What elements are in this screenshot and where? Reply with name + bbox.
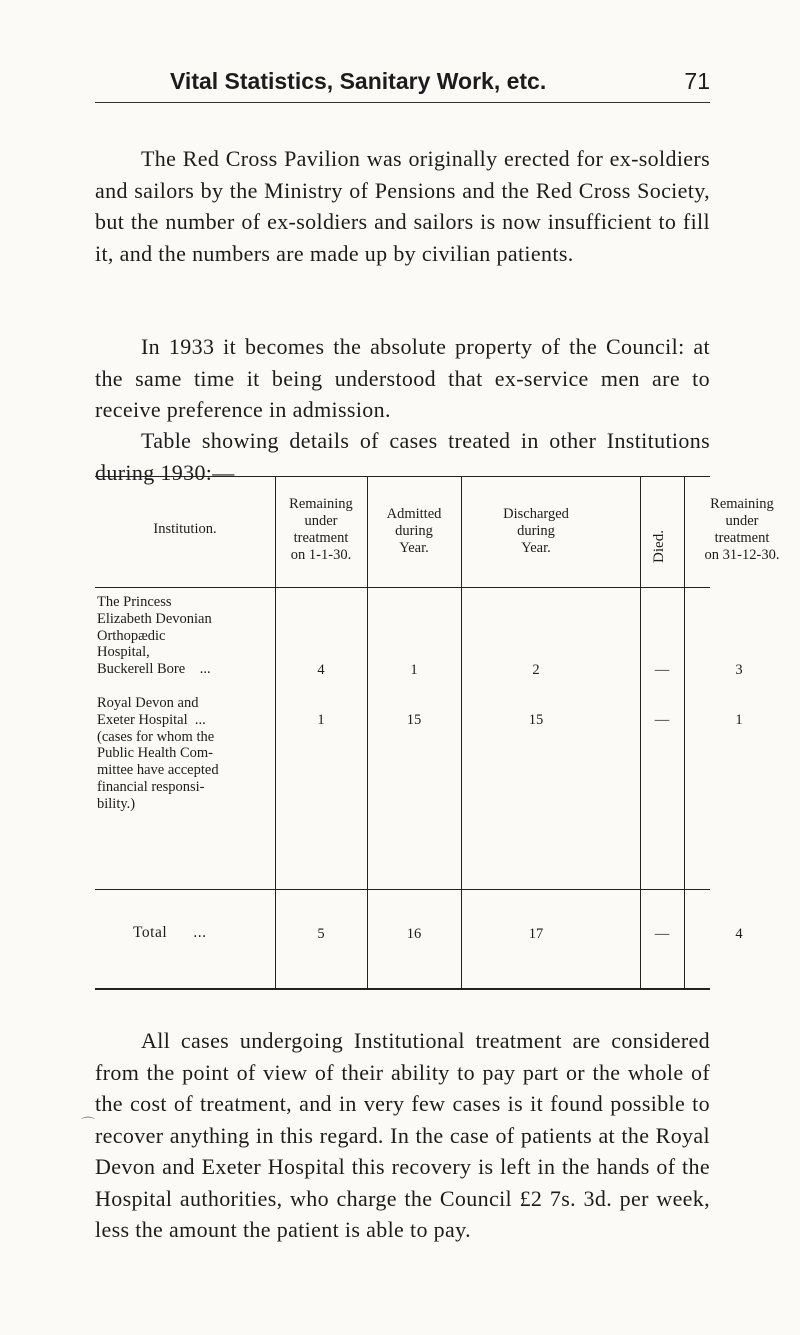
paragraph-council-property: In 1933 it becomes the absolute property of the Council: at the same time it being understood that ex-service men are to receive preference in admission. [95, 334, 710, 422]
row-1-died: — [654, 662, 670, 678]
row-2-remaining-start: 1 [317, 712, 325, 728]
total-admitted: 16 [406, 926, 422, 942]
total-remaining-start: 5 [317, 926, 325, 942]
table-body-rule [95, 889, 710, 890]
row-2-died: — [654, 712, 670, 728]
header-admitted: Admitted during Year. [386, 506, 442, 556]
header-discharged: Discharged during Year. [503, 506, 569, 556]
dot-leader: ... [193, 924, 207, 941]
table-top-rule [95, 476, 710, 477]
header-title: Vital Statistics, Sanitary Work, etc. [170, 68, 547, 94]
paragraph-table-caption: Table showing details of cases treated in other Institutions during 1930:— [95, 428, 710, 485]
institutions-table [95, 476, 780, 990]
table-header-rule [95, 587, 710, 588]
header-remaining-start: Remaining under treatment on 1-1-30. [289, 496, 353, 563]
header-rule [95, 102, 710, 103]
row-2-institution: Royal Devon and Exeter Hospital ... (cases for whom the Public Health Com- mittee have accepted financial responsi- bility.) [97, 695, 219, 812]
header-remaining-end: Remaining under treatment on 31-12-30. [704, 496, 780, 563]
paragraph-treatment-costs: All cases undergoing Institutional treatment are considered from the point of view of their ability to pay part or the whole of the cost of treatment, and in very few cases is it found possible to recover anything in this regard. In the case of patients at the Royal Devon and Exeter Hospital this recovery is left in the hands of the Hospital authorities, who charge the Council £2 7s. 3d. per week, less the amount the patient is able to pay. [95, 1028, 710, 1242]
row-2-remaining-end: 1 [735, 712, 743, 728]
dot-leader: ... [194, 711, 206, 728]
row-1-discharged: 2 [532, 662, 540, 678]
row-2-discharged: 15 [528, 712, 544, 728]
row-1-remaining-end: 3 [735, 662, 743, 678]
header-institution: Institution. [153, 521, 217, 537]
header-died: Died. [650, 529, 667, 563]
row-2-admitted: 15 [406, 712, 422, 728]
table-bottom-rule [95, 988, 710, 990]
page-number: 71 [684, 68, 710, 94]
stray-pencil-mark: ⌒ [81, 1118, 95, 1133]
row-1-remaining-start: 4 [317, 662, 325, 678]
dot-leader: ... [199, 661, 211, 678]
running-header [95, 66, 710, 100]
total-discharged: 17 [528, 926, 544, 942]
row-1-institution: The Princess Elizabeth Devonian Orthopædic Hospital, Buckerell Bore ... [97, 594, 212, 678]
total-remaining-end: 4 [735, 926, 743, 942]
row-1-admitted: 1 [410, 662, 418, 678]
paragraph-red-cross-pavilion: The Red Cross Pavilion was originally erected for ex-soldiers and sailors by the Ministry of Pensions and the Red Cross Society, but the number of ex-soldiers and sailors is now insufficient to fill it, and the numbers are made up by civilian patients. [95, 146, 710, 266]
column-rule [640, 476, 641, 988]
total-label: Total ... [133, 924, 207, 941]
total-died: — [654, 926, 670, 942]
